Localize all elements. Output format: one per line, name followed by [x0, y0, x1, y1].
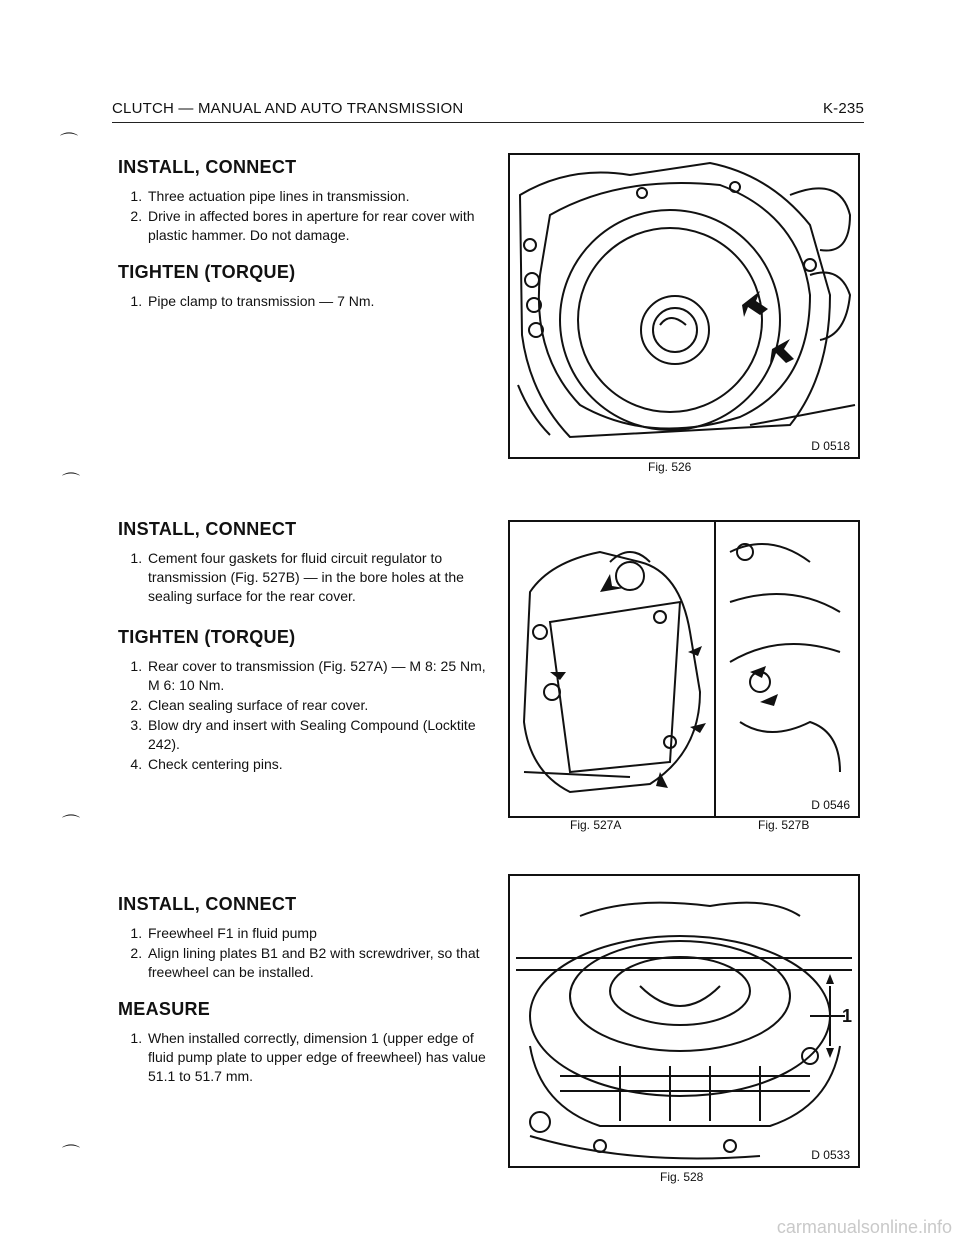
instruction-item: 3. Blow dry and insert with Sealing Compound (Locktite 242). — [146, 716, 498, 754]
instruction-list — [118, 549, 498, 606]
instruction-item: 1. Freewheel F1 in fluid pump — [146, 924, 498, 943]
figure-divider — [714, 522, 716, 816]
instruction-item: 2. Clean sealing surface of rear cover. — [146, 696, 498, 715]
instruction-section-3 — [118, 895, 498, 1104]
margin-mark: ⌒ — [62, 472, 80, 492]
section-heading: INSTALL, CONNECT — [118, 894, 297, 914]
figure-caption-a: Fig. 527A — [570, 818, 622, 832]
instruction-section-1 — [118, 158, 498, 329]
figure-code: D 0518 — [811, 439, 850, 453]
section-heading: MEASURE — [118, 999, 211, 1019]
figure-code: D 0546 — [811, 798, 850, 812]
watermark: carmanualsonline.info — [776, 1217, 952, 1237]
instruction-list — [118, 187, 498, 245]
margin-mark: ⌒ — [62, 1144, 80, 1164]
instruction-list — [118, 1029, 498, 1086]
figure-526 — [508, 153, 860, 459]
transmission-illustration — [510, 155, 858, 457]
figure-code: D 0533 — [811, 1148, 850, 1162]
section-heading: INSTALL, CONNECT — [118, 519, 297, 539]
figure-caption: Fig. 526 — [648, 460, 692, 474]
section-heading: TIGHTEN (TORQUE) — [118, 627, 296, 647]
margin-mark: ⌒ — [62, 814, 80, 834]
page-header — [112, 98, 864, 123]
figure-caption-b: Fig. 527B — [758, 818, 810, 832]
instruction-item: 2. Drive in affected bores in aperture for rear cover with plastic hammer. Do not damage. — [146, 207, 498, 245]
section-heading: INSTALL, CONNECT — [118, 157, 297, 177]
freewheel-illustration — [510, 876, 858, 1166]
instruction-item: 1. Pipe clamp to transmission — 7 Nm. — [146, 292, 498, 311]
page-number: K-235 — [822, 100, 864, 117]
instruction-item: 1. Cement four gaskets for fluid circuit regulator to transmission (Fig. 527B) — in the bore holes at the sealing surface for the rear cover. — [146, 549, 498, 606]
figure-527 — [508, 520, 860, 818]
instruction-list — [118, 657, 498, 774]
instruction-item: 2. Align lining plates B1 and B2 with screwdriver, so that freewheel can be installed. — [146, 944, 498, 982]
figure-caption: Fig. 528 — [660, 1170, 704, 1184]
header-title: CLUTCH — MANUAL AND AUTO TRANSMISSION — [112, 100, 464, 117]
dimension-label: 1 — [842, 1006, 853, 1026]
instruction-list — [118, 292, 498, 311]
instruction-item: 1. Rear cover to transmission (Fig. 527A) — M 8: 25 Nm, M 6: 10 Nm. — [146, 657, 498, 695]
instruction-item: 1. Three actuation pipe lines in transmission. — [146, 187, 498, 206]
section-heading: TIGHTEN (TORQUE) — [118, 262, 296, 282]
instruction-item: 1. When installed correctly, dimension 1 (upper edge of fluid pump plate to upper edge of freewheel) has value 51.1 to 51.7 mm. — [146, 1029, 498, 1086]
margin-mark: ⌒ — [60, 132, 78, 152]
figure-528 — [508, 874, 860, 1168]
instruction-list — [118, 924, 498, 982]
instruction-section-2 — [118, 520, 498, 792]
rear-cover-illustration — [510, 522, 858, 816]
instruction-item: 4. Check centering pins. — [146, 755, 498, 774]
